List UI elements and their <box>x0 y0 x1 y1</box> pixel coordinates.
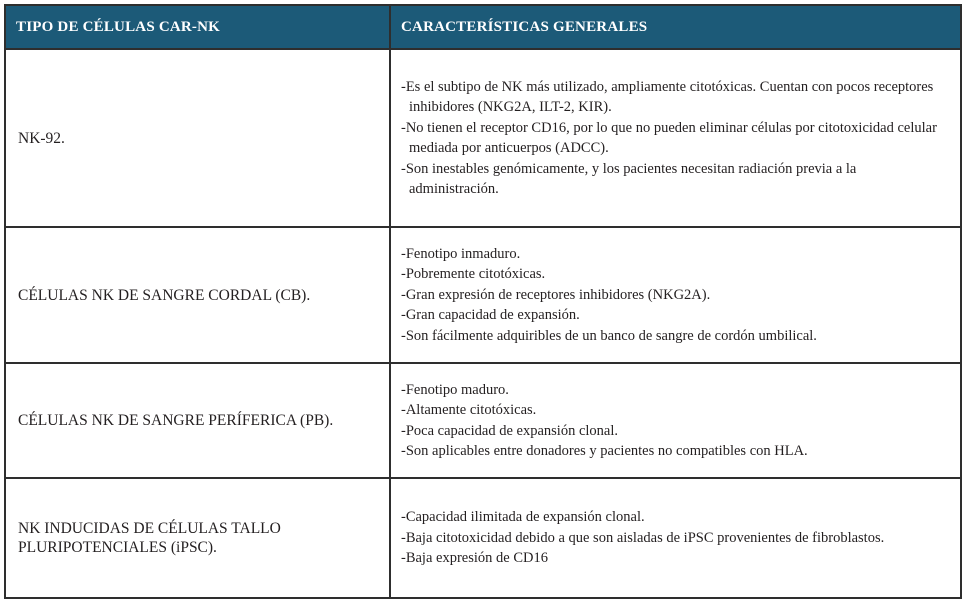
table-row <box>5 363 961 478</box>
table-header-row <box>5 5 961 49</box>
characteristic-item: -Son fácilmente adquiribles de un banco de sangre de cordón umbilical. <box>401 327 817 344</box>
cell-type: NK INDUCIDAS DE CÉLULAS TALLO PLURIPOTENCIALES (iPSC). <box>5 478 390 598</box>
table-row <box>5 227 961 363</box>
characteristic-item: -Pobremente citotóxicas. <box>401 266 546 283</box>
characteristic-item: -No tienen el receptor CD16, por lo que no pueden eliminar células por citotoxicidad celular mediada por anticuerpos (ADCC). <box>401 119 937 156</box>
cell-characteristics <box>390 49 961 227</box>
car-nk-table <box>4 4 962 599</box>
characteristic-item: -Baja expresión de CD16 <box>401 550 548 567</box>
characteristic-item: -Capacidad ilimitada de expansión clonal. <box>401 509 645 526</box>
characteristics-list <box>401 77 942 200</box>
characteristic-item: -Gran expresión de receptores inhibidores (NKG2A). <box>401 286 711 303</box>
cell-characteristics <box>390 363 961 478</box>
characteristic-item: -Fenotipo inmaduro. <box>401 245 521 262</box>
header-cell-type: TIPO DE CÉLULAS CAR-NK <box>5 5 390 49</box>
characteristic-item: -Baja citotoxicidad debido a que son aisladas de iPSC provenientes de fibroblastos. <box>401 529 885 546</box>
cell-type: CÉLULAS NK DE SANGRE CORDAL (CB). <box>5 227 390 363</box>
characteristics-list <box>401 507 942 569</box>
cell-characteristics <box>390 227 961 363</box>
characteristic-item: -Son aplicables entre donadores y pacientes no compatibles con HLA. <box>401 443 808 459</box>
cell-type: CÉLULAS NK DE SANGRE PERÍFERICA (PB). <box>5 363 390 478</box>
table-row <box>5 49 961 227</box>
characteristics-list <box>401 244 942 347</box>
characteristic-item: -Son inestables genómicamente, y los pacientes necesitan radiación previa a la administración. <box>401 160 857 197</box>
header-cell-characteristics: CARACTERÍSTICAS GENERALES <box>390 5 961 49</box>
table-row <box>5 478 961 598</box>
characteristics-list <box>401 380 942 462</box>
characteristic-item: -Fenotipo maduro. <box>401 381 509 398</box>
characteristic-item: -Gran capacidad de expansión. <box>401 307 580 324</box>
characteristic-item: -Poca capacidad de expansión clonal. <box>401 422 619 439</box>
cell-characteristics <box>390 478 961 598</box>
cell-type: NK-92. <box>5 49 390 227</box>
characteristic-item: -Es el subtipo de NK más utilizado, ampliamente citotóxicas. Cuentan con pocos receptores inhibidores (NKG2A, ILT-2, KIR). <box>401 78 934 115</box>
characteristic-item: -Altamente citotóxicas. <box>401 402 537 418</box>
